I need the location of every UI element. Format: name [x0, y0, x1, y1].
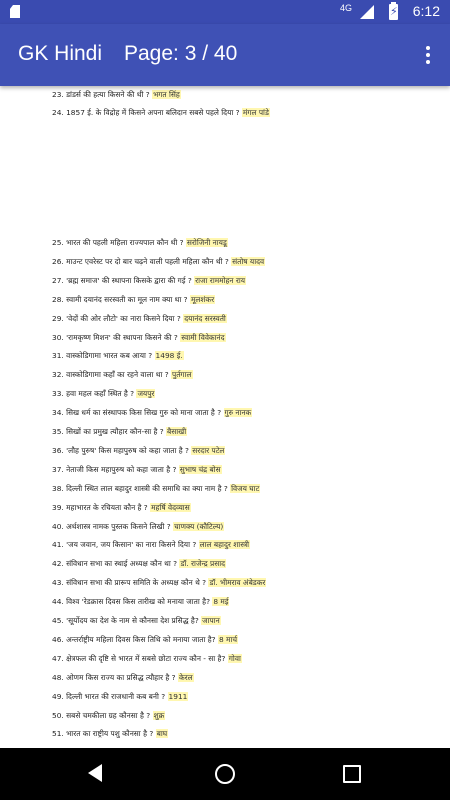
question-text: 35. सिखों का प्रमुख त्यौहार कौन-सा है ? — [52, 427, 164, 436]
question-line — [52, 635, 238, 645]
answer-highlight: जापान — [202, 616, 220, 625]
answer-highlight: पुर्तगाल — [172, 370, 192, 380]
question-text: 27. 'ब्रह्म समाज' की स्थापना किसके द्वारा की गई ? — [52, 275, 192, 285]
answer-highlight: गुरु नानक — [224, 408, 252, 418]
question-text: 47. क्षेत्रफल की दृष्टि से भारत में सबसे छोटा राज्य कौन - सा है? — [52, 653, 226, 663]
question-text: 46. अन्तर्राष्ट्रीय महिला दिवस किस तिथि को मनाया जाता है? — [52, 634, 216, 644]
battery-charging-icon: ⚡ — [390, 5, 398, 18]
question-text: 24. 1857 ई. के विद्रोह में किसने अपना बलिदान सबसे पहले दिया ? — [52, 108, 240, 117]
navigation-bar — [0, 748, 450, 800]
network-type: 4G — [339, 3, 352, 13]
answer-highlight: बाघ — [156, 729, 168, 739]
question-text: 45. 'सूर्योदय का देश के नाम से कौनसा देश प्रसिद्ध है? — [52, 616, 199, 625]
answer-highlight: दयानंद सरस्वती — [184, 313, 226, 323]
document-page[interactable] — [0, 86, 450, 748]
question-line — [52, 351, 184, 361]
question-line — [52, 276, 246, 286]
answer-highlight: 1498 ई. — [155, 351, 183, 361]
answer-highlight: जयपुर — [137, 389, 155, 399]
question-line — [52, 597, 229, 607]
answer-highlight: स्वामी विवेकानंद — [181, 332, 225, 342]
question-text: 50. सबसे चमकीला ग्रह कौनसा है ? — [52, 710, 151, 720]
recents-icon[interactable] — [343, 765, 361, 783]
answer-highlight: शुक्र — [153, 710, 165, 720]
question-line — [52, 257, 265, 267]
question-text: 31. वास्कोडिगामा भारत कब आया ? — [52, 351, 153, 361]
answer-highlight: महर्षि वेदव्यास — [151, 502, 190, 512]
question-text: 40. अर्थशास्त्र नामक पुस्तक किसने लिखी ? — [52, 521, 171, 531]
question-text: 51. भारत का राष्ट्रीय पशु कौनसा है ? — [52, 729, 154, 739]
question-line — [52, 314, 227, 324]
answer-highlight: मंगल पांडे — [242, 108, 269, 117]
answer-highlight: मूलशंकर — [190, 294, 215, 304]
clock: 6:12 — [412, 3, 440, 19]
app-title: GK Hindi — [18, 42, 103, 65]
back-icon[interactable] — [88, 764, 102, 782]
answer-highlight: 8 मार्च — [218, 634, 238, 644]
question-line — [52, 465, 222, 475]
question-text: 34. सिख धर्म का संस्थापक किस सिख गुरु को माना जाता है ? — [52, 408, 222, 418]
question-text: 23. डांडर्स की हत्या किसने की थी ? — [52, 90, 150, 99]
status-bar — [0, 0, 450, 24]
question-line — [52, 654, 242, 664]
sd-card-icon — [10, 5, 20, 18]
question-line — [52, 729, 168, 739]
question-line — [52, 540, 250, 550]
question-line — [52, 370, 193, 380]
question-text: 30. 'रामकृष्ण मिशन' की स्थापना किसने की ? — [52, 332, 178, 342]
question-text: 44. विश्व 'रेडक्रास दिवस किस तारीख को मनाया जाता है? — [52, 597, 211, 607]
answer-highlight: बैसाखी — [167, 427, 187, 436]
answer-highlight: संतोष यादव — [232, 256, 265, 266]
question-line — [52, 673, 194, 683]
question-text: 48. ओणम किस राज्य का प्रसिद्ध त्यौहार है ? — [52, 672, 176, 682]
question-text: 29. 'वेदों की ओर लौटो' का नारा किसने दिया ? — [52, 313, 181, 323]
question-line — [52, 503, 191, 513]
app-bar — [0, 24, 450, 86]
overflow-menu-icon[interactable] — [420, 46, 436, 68]
question-line — [52, 333, 226, 343]
question-text: 39. महाभारत के रचियता कौन है ? — [52, 502, 148, 512]
question-text: 25. भारत की पहली महिला राज्यपाल कौन थी ? — [52, 238, 184, 247]
answer-highlight: सरोजिनी नायडू — [186, 238, 227, 247]
answer-highlight: राजा राममोहन राय — [195, 275, 246, 285]
question-text: 43. संविधान सभा की प्रारूप समिति के अध्यक्ष कौन थे ? — [52, 578, 207, 588]
question-line — [52, 446, 225, 456]
question-text: 49. दिल्ली भारत की राजधानी कब बनी ? — [52, 691, 166, 701]
answer-highlight: डॉ. राजेन्द्र प्रसाद — [180, 559, 226, 569]
question-line — [52, 522, 224, 532]
question-text: 37. नेताजी किस महापुरुष को कहा जाता है ? — [52, 464, 177, 474]
answer-highlight: डॉ. भीमराव अंबेडकर — [209, 578, 266, 588]
question-line — [52, 578, 266, 588]
question-line — [52, 559, 226, 569]
question-text: 32. वास्कोडिगामा कहाँ का रहने वाला था ? — [52, 370, 169, 380]
answer-highlight: विजय घाट — [231, 483, 260, 493]
answer-highlight: गोवा — [228, 653, 241, 663]
signal-icon — [360, 5, 374, 19]
question-text: 28. स्वामी दयानंद सरस्वती का मूल नाम क्या था ? — [52, 294, 188, 304]
answer-highlight: चाणक्य (कौटिल्य) — [174, 521, 224, 531]
answer-highlight: लाल बहादुर शास्त्री — [199, 540, 250, 550]
question-line — [52, 427, 187, 437]
question-line — [52, 711, 165, 721]
question-text: 33. हवा महल कहाँ स्थित है ? — [52, 389, 135, 399]
question-line — [52, 692, 188, 702]
question-line — [52, 108, 270, 118]
question-line — [52, 389, 155, 399]
question-line — [52, 295, 215, 305]
question-line — [52, 238, 228, 248]
question-line — [52, 616, 221, 626]
question-text: 42. संविधान सभा का स्थाई अध्यक्ष कौन था ? — [52, 559, 178, 569]
question-text: 38. दिल्ली स्थित लाल बहादुर शास्त्री की समाधि का क्या नाम है ? — [52, 483, 228, 493]
answer-highlight: केरल — [178, 672, 193, 682]
answer-highlight: 8 मई — [213, 597, 229, 607]
question-text: 41. 'जय जवान, जय किसान' का नारा किसने दिया ? — [52, 540, 197, 550]
answer-highlight: सुभाष चंद्र बोस — [179, 464, 221, 474]
home-icon[interactable] — [215, 764, 235, 784]
question-line — [52, 90, 181, 100]
question-text: 26. माउन्ट एवरेस्ट पर दो बार चढ़ने वाली पहली महिला कौन थी ? — [52, 256, 229, 266]
question-text: 36. 'लौह पुरुष' किस महापुरुष को कहा जाता है ? — [52, 445, 189, 455]
answer-highlight: 1911 — [168, 691, 188, 701]
page-indicator: Page: 3 / 40 — [124, 42, 238, 65]
question-line — [52, 484, 260, 494]
answer-highlight: सरदार पटेल — [192, 445, 225, 455]
answer-highlight: भगत सिंह — [153, 90, 180, 99]
question-line — [52, 408, 252, 418]
